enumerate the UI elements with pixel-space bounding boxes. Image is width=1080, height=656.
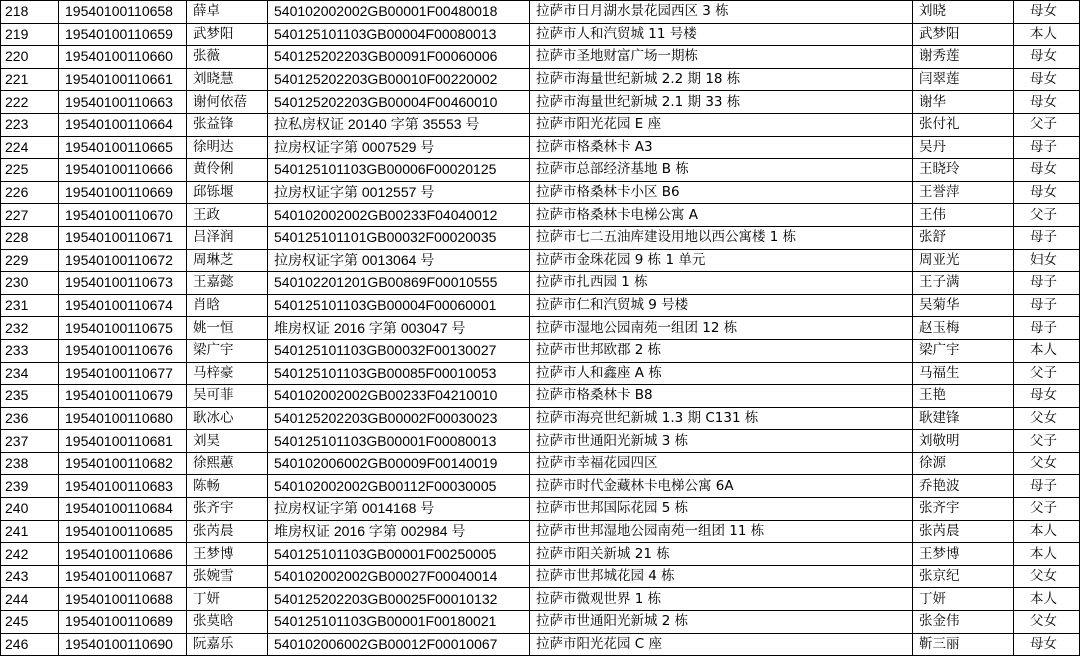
id-cell: 19540100110674 bbox=[59, 294, 187, 317]
name-cell: 武梦阳 bbox=[187, 23, 268, 46]
certificate-cell: 540102002002GB00112F00030005 bbox=[268, 475, 530, 498]
address-cell: 拉萨市格桑林卡 A3 bbox=[530, 136, 913, 159]
relation-cell: 母女 bbox=[1014, 1, 1080, 24]
seq-cell: 244 bbox=[1, 588, 59, 611]
id-cell: 19540100110687 bbox=[59, 565, 187, 588]
owner-cell: 吴丹 bbox=[913, 136, 1014, 159]
seq-cell: 227 bbox=[1, 204, 59, 227]
table-row bbox=[1, 385, 1080, 408]
owner-cell: 王誉萍 bbox=[913, 181, 1014, 204]
owner-cell: 张舒 bbox=[913, 226, 1014, 249]
relation-cell: 本人 bbox=[1014, 588, 1080, 611]
table-row bbox=[1, 249, 1080, 272]
seq-cell: 223 bbox=[1, 113, 59, 136]
seq-cell: 234 bbox=[1, 362, 59, 385]
relation-cell: 母子 bbox=[1014, 317, 1080, 340]
owner-cell: 丁妍 bbox=[913, 588, 1014, 611]
certificate-cell: 540125101103GB00001F00250005 bbox=[268, 543, 530, 566]
seq-cell: 241 bbox=[1, 520, 59, 543]
address-cell: 拉萨市人和鑫座 A 栋 bbox=[530, 362, 913, 385]
id-cell: 19540100110669 bbox=[59, 181, 187, 204]
seq-cell: 245 bbox=[1, 611, 59, 634]
relation-cell: 母女 bbox=[1014, 385, 1080, 408]
table-row bbox=[1, 407, 1080, 430]
seq-cell: 235 bbox=[1, 385, 59, 408]
relation-cell: 父子 bbox=[1014, 498, 1080, 521]
id-cell: 19540100110663 bbox=[59, 91, 187, 114]
certificate-cell: 拉房权证字第 0007529 号 bbox=[268, 136, 530, 159]
owner-cell: 赵玉梅 bbox=[913, 317, 1014, 340]
name-cell: 周琳芝 bbox=[187, 249, 268, 272]
certificate-cell: 540102006002GB00009F00140019 bbox=[268, 452, 530, 475]
certificate-cell: 540125202203GB00091F00060006 bbox=[268, 46, 530, 69]
seq-cell: 228 bbox=[1, 226, 59, 249]
owner-cell: 靳三丽 bbox=[913, 633, 1014, 656]
seq-cell: 225 bbox=[1, 159, 59, 182]
name-cell: 徐熙蕙 bbox=[187, 452, 268, 475]
seq-cell: 237 bbox=[1, 430, 59, 453]
certificate-cell: 540125101103GB00032F00130027 bbox=[268, 339, 530, 362]
address-cell: 拉萨市世邦国际花园 5 栋 bbox=[530, 498, 913, 521]
id-cell: 19540100110665 bbox=[59, 136, 187, 159]
certificate-cell: 540125101101GB00032F00020035 bbox=[268, 226, 530, 249]
owner-cell: 张京纪 bbox=[913, 565, 1014, 588]
table-row bbox=[1, 294, 1080, 317]
table-row bbox=[1, 272, 1080, 295]
seq-cell: 231 bbox=[1, 294, 59, 317]
relation-cell: 本人 bbox=[1014, 339, 1080, 362]
owner-cell: 乔艳波 bbox=[913, 475, 1014, 498]
relation-cell: 母女 bbox=[1014, 68, 1080, 91]
seq-cell: 220 bbox=[1, 46, 59, 69]
id-cell: 19540100110680 bbox=[59, 407, 187, 430]
id-cell: 19540100110676 bbox=[59, 339, 187, 362]
name-cell: 黄伶俐 bbox=[187, 159, 268, 182]
address-cell: 拉萨市格桑林卡 B8 bbox=[530, 385, 913, 408]
relation-cell: 母子 bbox=[1014, 475, 1080, 498]
address-cell: 拉萨市世邦湿地公园南苑一组团 11 栋 bbox=[530, 520, 913, 543]
owner-cell: 马福生 bbox=[913, 362, 1014, 385]
name-cell: 吕泽润 bbox=[187, 226, 268, 249]
id-cell: 19540100110677 bbox=[59, 362, 187, 385]
name-cell: 耿冰心 bbox=[187, 407, 268, 430]
owner-cell: 谢华 bbox=[913, 91, 1014, 114]
name-cell: 王政 bbox=[187, 204, 268, 227]
id-cell: 19540100110686 bbox=[59, 543, 187, 566]
certificate-cell: 540125101103GB00001F00080013 bbox=[268, 430, 530, 453]
seq-cell: 219 bbox=[1, 23, 59, 46]
name-cell: 王嘉懿 bbox=[187, 272, 268, 295]
address-cell: 拉萨市阳光花园 E 座 bbox=[530, 113, 913, 136]
id-cell: 19540100110681 bbox=[59, 430, 187, 453]
seq-cell: 230 bbox=[1, 272, 59, 295]
certificate-cell: 540102002002GB00233F04040012 bbox=[268, 204, 530, 227]
table-row bbox=[1, 498, 1080, 521]
id-cell: 19540100110679 bbox=[59, 385, 187, 408]
seq-cell: 246 bbox=[1, 633, 59, 656]
relation-cell: 母子 bbox=[1014, 294, 1080, 317]
id-cell: 19540100110672 bbox=[59, 249, 187, 272]
owner-cell: 刘晓 bbox=[913, 1, 1014, 24]
relation-cell: 母女 bbox=[1014, 633, 1080, 656]
name-cell: 马梓豪 bbox=[187, 362, 268, 385]
name-cell: 徐明达 bbox=[187, 136, 268, 159]
relation-cell: 母子 bbox=[1014, 226, 1080, 249]
address-cell: 拉萨市金珠花园 9 栋 1 单元 bbox=[530, 249, 913, 272]
relation-cell: 父子 bbox=[1014, 204, 1080, 227]
owner-cell: 徐源 bbox=[913, 452, 1014, 475]
id-cell: 19540100110673 bbox=[59, 272, 187, 295]
certificate-cell: 540125202203GB00002F00030023 bbox=[268, 407, 530, 430]
certificate-cell: 540102201201GB00869F00010555 bbox=[268, 272, 530, 295]
name-cell: 王梦博 bbox=[187, 543, 268, 566]
table-row bbox=[1, 611, 1080, 634]
certificate-cell: 540102002002GB00001F00480018 bbox=[268, 1, 530, 24]
relation-cell: 父女 bbox=[1014, 611, 1080, 634]
relation-cell: 本人 bbox=[1014, 23, 1080, 46]
relation-cell: 父子 bbox=[1014, 362, 1080, 385]
certificate-cell: 拉私房权证 20140 字第 35553 号 bbox=[268, 113, 530, 136]
seq-cell: 229 bbox=[1, 249, 59, 272]
id-cell: 19540100110671 bbox=[59, 226, 187, 249]
name-cell: 张婉雪 bbox=[187, 565, 268, 588]
id-cell: 19540100110675 bbox=[59, 317, 187, 340]
id-cell: 19540100110689 bbox=[59, 611, 187, 634]
seq-cell: 222 bbox=[1, 91, 59, 114]
address-cell: 拉萨市海量世纪新城 2.2 期 18 栋 bbox=[530, 68, 913, 91]
table-row bbox=[1, 68, 1080, 91]
name-cell: 张薇 bbox=[187, 46, 268, 69]
address-cell: 拉萨市时代金藏林卡电梯公寓 6A bbox=[530, 475, 913, 498]
relation-cell: 妇女 bbox=[1014, 249, 1080, 272]
address-cell: 拉萨市阳关新城 21 栋 bbox=[530, 543, 913, 566]
relation-cell: 母女 bbox=[1014, 46, 1080, 69]
seq-cell: 218 bbox=[1, 1, 59, 24]
owner-cell: 谢秀莲 bbox=[913, 46, 1014, 69]
table-row bbox=[1, 136, 1080, 159]
certificate-cell: 540125101103GB00085F00010053 bbox=[268, 362, 530, 385]
certificate-cell: 540102002002GB00027F00040014 bbox=[268, 565, 530, 588]
seq-cell: 238 bbox=[1, 452, 59, 475]
address-cell: 拉萨市阳光花园 C 座 bbox=[530, 633, 913, 656]
id-cell: 19540100110666 bbox=[59, 159, 187, 182]
owner-cell: 王晓玲 bbox=[913, 159, 1014, 182]
name-cell: 丁妍 bbox=[187, 588, 268, 611]
owner-cell: 张芮晨 bbox=[913, 520, 1014, 543]
relation-cell: 母子 bbox=[1014, 272, 1080, 295]
id-cell: 19540100110685 bbox=[59, 520, 187, 543]
relation-cell: 母女 bbox=[1014, 91, 1080, 114]
certificate-cell: 540125101103GB00001F00180021 bbox=[268, 611, 530, 634]
certificate-cell: 540125202203GB00025F00010132 bbox=[268, 588, 530, 611]
table-row bbox=[1, 588, 1080, 611]
seq-cell: 224 bbox=[1, 136, 59, 159]
name-cell: 张益锋 bbox=[187, 113, 268, 136]
id-cell: 19540100110682 bbox=[59, 452, 187, 475]
certificate-cell: 堆房权证 2016 字第 003047 号 bbox=[268, 317, 530, 340]
id-cell: 19540100110664 bbox=[59, 113, 187, 136]
certificate-cell: 540102002002GB00233F04210010 bbox=[268, 385, 530, 408]
owner-cell: 闫翠莲 bbox=[913, 68, 1014, 91]
address-cell: 拉萨市仁和汽贸城 9 号楼 bbox=[530, 294, 913, 317]
table-row bbox=[1, 91, 1080, 114]
name-cell: 薛卓 bbox=[187, 1, 268, 24]
table-row bbox=[1, 633, 1080, 656]
id-cell: 19540100110688 bbox=[59, 588, 187, 611]
table-row bbox=[1, 1, 1080, 24]
address-cell: 拉萨市幸福花园四区 bbox=[530, 452, 913, 475]
relation-cell: 父子 bbox=[1014, 113, 1080, 136]
name-cell: 张芮晨 bbox=[187, 520, 268, 543]
relation-cell: 母女 bbox=[1014, 181, 1080, 204]
relation-cell: 父子 bbox=[1014, 430, 1080, 453]
certificate-cell: 堆房权证 2016 字第 002984 号 bbox=[268, 520, 530, 543]
address-cell: 拉萨市格桑林卡小区 B6 bbox=[530, 181, 913, 204]
certificate-cell: 拉房权证字第 0013064 号 bbox=[268, 249, 530, 272]
table-row bbox=[1, 46, 1080, 69]
seq-cell: 243 bbox=[1, 565, 59, 588]
seq-cell: 226 bbox=[1, 181, 59, 204]
certificate-cell: 拉房权证字第 0014168 号 bbox=[268, 498, 530, 521]
certificate-cell: 540125101103GB00006F00020125 bbox=[268, 159, 530, 182]
address-cell: 拉萨市湿地公园南苑一组团 12 栋 bbox=[530, 317, 913, 340]
name-cell: 阮嘉乐 bbox=[187, 633, 268, 656]
relation-cell: 本人 bbox=[1014, 520, 1080, 543]
certificate-cell: 540125202203GB00004F00460010 bbox=[268, 91, 530, 114]
table-row bbox=[1, 204, 1080, 227]
name-cell: 邱铄堰 bbox=[187, 181, 268, 204]
table-row bbox=[1, 226, 1080, 249]
table-row bbox=[1, 565, 1080, 588]
certificate-cell: 540102006002GB00012F00010067 bbox=[268, 633, 530, 656]
owner-cell: 周亚光 bbox=[913, 249, 1014, 272]
table-row bbox=[1, 159, 1080, 182]
table-row bbox=[1, 543, 1080, 566]
certificate-cell: 540125202203GB00010F00220002 bbox=[268, 68, 530, 91]
address-cell: 拉萨市海量世纪新城 2.1 期 33 栋 bbox=[530, 91, 913, 114]
table-row bbox=[1, 317, 1080, 340]
owner-cell: 耿建锋 bbox=[913, 407, 1014, 430]
certificate-cell: 540125101103GB00004F00060001 bbox=[268, 294, 530, 317]
owner-cell: 王梦博 bbox=[913, 543, 1014, 566]
table-row bbox=[1, 362, 1080, 385]
id-cell: 19540100110670 bbox=[59, 204, 187, 227]
table-row bbox=[1, 430, 1080, 453]
name-cell: 梁广宇 bbox=[187, 339, 268, 362]
address-cell: 拉萨市微观世界 1 栋 bbox=[530, 588, 913, 611]
name-cell: 陈畅 bbox=[187, 475, 268, 498]
owner-cell: 张付礼 bbox=[913, 113, 1014, 136]
address-cell: 拉萨市世通阳光新城 3 栋 bbox=[530, 430, 913, 453]
relation-cell: 母女 bbox=[1014, 159, 1080, 182]
owner-cell: 张齐宇 bbox=[913, 498, 1014, 521]
id-cell: 19540100110690 bbox=[59, 633, 187, 656]
relation-cell: 父女 bbox=[1014, 452, 1080, 475]
address-cell: 拉萨市七二五油库建设用地以西公寓楼 1 栋 bbox=[530, 226, 913, 249]
id-cell: 19540100110658 bbox=[59, 1, 187, 24]
owner-cell: 王艳 bbox=[913, 385, 1014, 408]
owner-cell: 张金伟 bbox=[913, 611, 1014, 634]
id-cell: 19540100110659 bbox=[59, 23, 187, 46]
name-cell: 肖晗 bbox=[187, 294, 268, 317]
seq-cell: 221 bbox=[1, 68, 59, 91]
owner-cell: 刘敬明 bbox=[913, 430, 1014, 453]
name-cell: 刘晓慧 bbox=[187, 68, 268, 91]
address-cell: 拉萨市世通阳光新城 2 栋 bbox=[530, 611, 913, 634]
address-cell: 拉萨市人和汽贸城 11 号楼 bbox=[530, 23, 913, 46]
name-cell: 谢何依蓓 bbox=[187, 91, 268, 114]
table-row bbox=[1, 475, 1080, 498]
certificate-cell: 540125101103GB00004F00080013 bbox=[268, 23, 530, 46]
address-cell: 拉萨市格桑林卡电梯公寓 A bbox=[530, 204, 913, 227]
relation-cell: 本人 bbox=[1014, 543, 1080, 566]
address-cell: 拉萨市世邦欧郡 2 栋 bbox=[530, 339, 913, 362]
table-row bbox=[1, 113, 1080, 136]
seq-cell: 233 bbox=[1, 339, 59, 362]
table-row bbox=[1, 520, 1080, 543]
address-cell: 拉萨市日月湖水景花园西区 3 栋 bbox=[530, 1, 913, 24]
relation-cell: 父女 bbox=[1014, 407, 1080, 430]
table-body bbox=[1, 1, 1080, 656]
name-cell: 吴可菲 bbox=[187, 385, 268, 408]
table-row bbox=[1, 181, 1080, 204]
name-cell: 张莫晗 bbox=[187, 611, 268, 634]
owner-cell: 王子满 bbox=[913, 272, 1014, 295]
id-cell: 19540100110661 bbox=[59, 68, 187, 91]
name-cell: 张齐宇 bbox=[187, 498, 268, 521]
address-cell: 拉萨市圣地财富广场一期栋 bbox=[530, 46, 913, 69]
name-cell: 姚一恒 bbox=[187, 317, 268, 340]
relation-cell: 母子 bbox=[1014, 136, 1080, 159]
seq-cell: 232 bbox=[1, 317, 59, 340]
owner-cell: 梁广宇 bbox=[913, 339, 1014, 362]
seq-cell: 239 bbox=[1, 475, 59, 498]
name-cell: 刘昊 bbox=[187, 430, 268, 453]
owner-cell: 武梦阳 bbox=[913, 23, 1014, 46]
id-cell: 19540100110683 bbox=[59, 475, 187, 498]
address-cell: 拉萨市总部经济基地 B 栋 bbox=[530, 159, 913, 182]
seq-cell: 242 bbox=[1, 543, 59, 566]
id-cell: 19540100110684 bbox=[59, 498, 187, 521]
relation-cell: 父女 bbox=[1014, 565, 1080, 588]
table-row bbox=[1, 23, 1080, 46]
table-row bbox=[1, 339, 1080, 362]
certificate-cell: 拉房权证字第 0012557 号 bbox=[268, 181, 530, 204]
id-cell: 19540100110660 bbox=[59, 46, 187, 69]
address-cell: 拉萨市扎西园 1 栋 bbox=[530, 272, 913, 295]
seq-cell: 236 bbox=[1, 407, 59, 430]
table-row bbox=[1, 452, 1080, 475]
address-cell: 拉萨市海亮世纪新城 1.3 期 C131 栋 bbox=[530, 407, 913, 430]
owner-cell: 王伟 bbox=[913, 204, 1014, 227]
address-cell: 拉萨市世邦城花园 4 栋 bbox=[530, 565, 913, 588]
seq-cell: 240 bbox=[1, 498, 59, 521]
owner-cell: 吴菊华 bbox=[913, 294, 1014, 317]
